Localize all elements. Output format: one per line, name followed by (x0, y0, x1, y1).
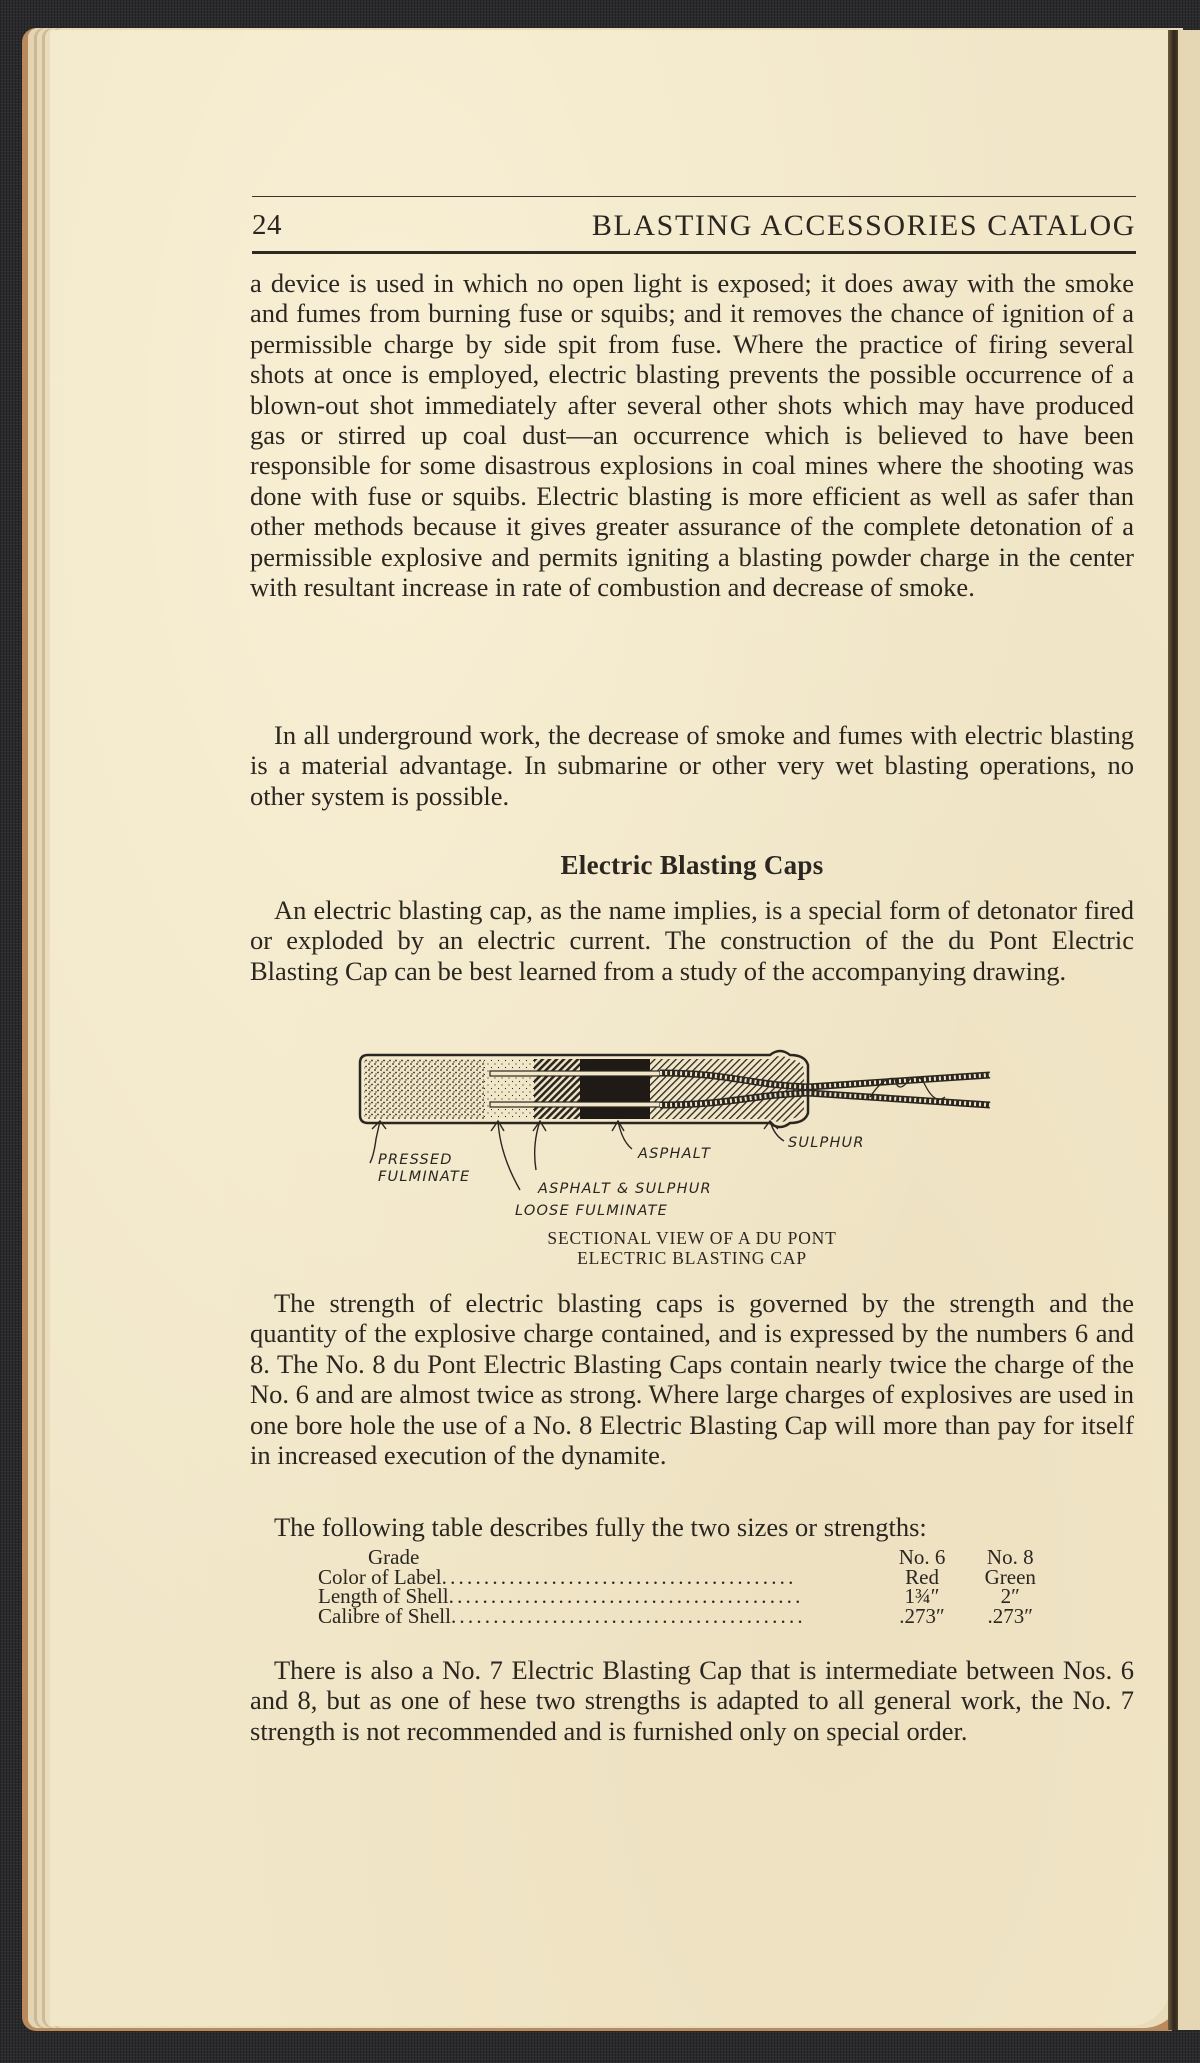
sulphur-region (650, 1056, 804, 1122)
label-asphalt-sulphur: ASPHALT & SULPHUR (538, 1181, 712, 1197)
figure-caption (250, 1228, 1134, 1268)
row-value-no8: Green (984, 1564, 1036, 1589)
label-asphalt: ASPHALT (638, 1146, 712, 1162)
caption-line-2: ELECTRIC BLASTING CAP (577, 1248, 807, 1268)
label-pressed-fulminate-line1: PRESSED (378, 1152, 453, 1168)
header-no6: No. 6 (898, 1545, 946, 1569)
book-gutter (1168, 30, 1178, 2030)
row-label-calibre: Calibre of Shell (318, 1603, 451, 1628)
page-number: 24 (252, 209, 282, 241)
row-value-no8: .273″ (987, 1603, 1033, 1628)
paragraph-electric-blasting-advantages: a device is used in which no open light is exposed; it does away with the smoke and fumes from burning fuse or squibs; and it removes the chance of ignition of a permissible charge by side spit from fuse. Where the practice of firing several shots at once is employed, electric blasting prevents the possible occurrence of a blown-out shot immediately after several other shots which may have produced gas or stirred up coal dust—an occurrence which is believed to have been responsible for some disastrous explosions in coal mines where the shooting was done with fuse or squibs. Electric blasting is more efficient as well as safer than other methods because it gives greater assurance of the complete detonation of a permissible explosive and permits igniting a blasting powder charge in the center with resultant increase in rate of combustion and decrease of smoke. (250, 268, 1134, 603)
pressed-fulminate-region (364, 1059, 484, 1119)
label-sulphur: SULPHUR (788, 1135, 865, 1151)
blasting-cap-drawing (350, 1045, 1040, 1225)
blasting-cap-diagram (350, 1045, 1040, 1225)
wire-lead-lower (490, 1102, 660, 1107)
header-no8: No. 8 (986, 1545, 1034, 1569)
label-pressed-fulminate-line2: FULMINATE (378, 1169, 471, 1185)
loose-fulminate-region (484, 1059, 534, 1119)
paragraph-no7-cap: There is also a No. 7 Electric Blasting Cap that is intermediate between Nos. 6 and 8, but as one of hese two strengths is adapted to all general work, the No. 7 strength is not recommended and is furnished only on special order. (250, 1655, 1134, 1746)
asphalt-sulphur-region (534, 1059, 580, 1119)
row-label-length: Length of Shell (318, 1584, 449, 1608)
dot-leader: .......................................... (441, 1567, 797, 1587)
facing-page-edge (1178, 30, 1200, 2030)
cap-specification-table (318, 1545, 1058, 1628)
paragraph-cap-strength: The strength of electric blasting caps is governed by the strength and the quantity of the explosive charge contained, and is expressed by the numbers 6 and 8. The No. 8 du Pont Electric Blasting Caps contain nearly twice the charge of the No. 6 and are almost twice as strong. Where large charges of explosives are used in one bore hole the use of a No. 8 Electric Blasting Cap will more than pay for itself in increased execution of the dynamite. (250, 1288, 1134, 1471)
row-value-no6: Red (905, 1564, 939, 1589)
table-intro: The following table describes fully the two sizes or strengths: (274, 1512, 927, 1542)
table-row (318, 1607, 1058, 1627)
header-grade: Grade (368, 1545, 420, 1569)
row-value-no6: .273″ (899, 1603, 945, 1628)
paragraph-cap-intro: An electric blasting cap, as the name implies, is a special form of detonator fired or exploded by an electric current. The construction of the du Pont Electric Blasting Cap can be best learned from a study of the accompanying drawing. (250, 895, 1134, 986)
wire-lead-upper (490, 1071, 660, 1076)
running-title: BLASTING ACCESSORIES CATALOG (591, 209, 1136, 242)
paragraph-underground-work: In all underground work, the decrease of smoke and fumes with electric blasting is a material advantage. In submarine or other very wet blasting operations, no other system is possible. (250, 720, 1134, 811)
row-value-no8: 2″ (1000, 1584, 1020, 1608)
dot-leader: .......................................... (450, 1606, 806, 1626)
section-heading: Electric Blasting Caps (560, 850, 824, 880)
page-header (252, 196, 1136, 254)
dot-leader: .......................................... (448, 1587, 804, 1607)
caption-line-1: SECTIONAL VIEW OF A DU PONT (547, 1228, 837, 1248)
asphalt-region (580, 1059, 650, 1119)
row-label-color: Color of Label (318, 1564, 442, 1589)
row-value-no6: 1¾″ (904, 1584, 940, 1608)
label-loose-fulminate: LOOSE FULMINATE (515, 1203, 668, 1219)
